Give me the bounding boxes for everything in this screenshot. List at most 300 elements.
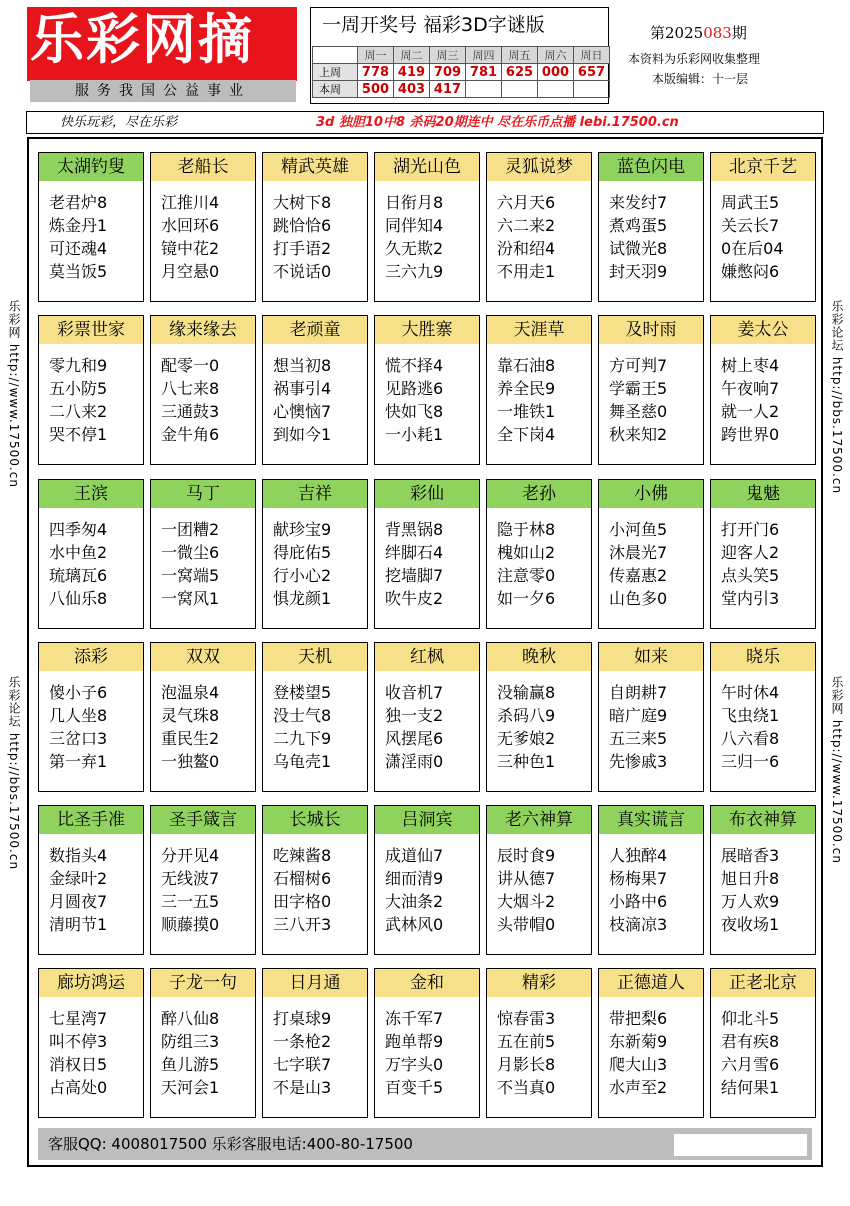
riddle-author: 老船长 <box>151 153 255 181</box>
riddle-card <box>374 642 480 792</box>
riddle-line: 哭不停1 <box>49 425 108 444</box>
riddle-author: 布衣神算 <box>711 806 815 834</box>
riddle-line: 乌龟壳1 <box>273 752 332 771</box>
riddle-line: 一堆铁1 <box>497 402 556 421</box>
riddle-line: 灵气珠8 <box>161 706 220 725</box>
footer-contact: 客服QQ: 4008017500 乐彩客服电话:400-80-17500 <box>38 1128 812 1160</box>
riddle-card <box>150 805 256 955</box>
riddle-lines <box>497 354 591 446</box>
riddle-lines <box>609 1007 703 1099</box>
riddle-line: 月空悬0 <box>161 262 220 281</box>
riddle-author: 北京千艺 <box>711 153 815 181</box>
weekday-cell: 周六 <box>538 47 574 64</box>
riddle-line: 月影长8 <box>497 1055 556 1074</box>
riddle-lines <box>609 354 703 446</box>
riddle-card <box>598 315 704 465</box>
riddle-card <box>38 479 144 629</box>
draw-number: 781 <box>466 64 502 81</box>
riddle-author: 真实谎言 <box>599 806 703 834</box>
riddle-line: 跳恰恰6 <box>273 216 332 235</box>
draw-number: 417 <box>430 81 466 98</box>
riddle-line: 打手语2 <box>273 239 332 258</box>
riddle-author: 晓乐 <box>711 643 815 671</box>
riddle-author: 双双 <box>151 643 255 671</box>
riddle-line: 四季匆4 <box>49 520 108 539</box>
riddle-line: 汾和绍4 <box>497 239 556 258</box>
riddle-line: 献珍宝9 <box>273 520 332 539</box>
draw-number: 778 <box>358 64 394 81</box>
riddle-lines <box>49 518 143 610</box>
riddle-line: 舞圣慈0 <box>609 402 668 421</box>
riddle-author: 大胜寨 <box>375 316 479 344</box>
draw-number: 709 <box>430 64 466 81</box>
riddle-line: 一微尘6 <box>161 543 220 562</box>
riddle-author: 如来 <box>599 643 703 671</box>
riddle-line: 一窝风1 <box>161 589 220 608</box>
riddle-line: 第一弃1 <box>49 752 108 771</box>
riddle-author: 蓝色闪电 <box>599 153 703 181</box>
riddle-line: 天河会1 <box>161 1078 220 1097</box>
riddle-line: 八六看8 <box>721 729 780 748</box>
riddle-card <box>598 479 704 629</box>
riddle-line: 顺藤摸0 <box>161 915 220 934</box>
riddle-author: 老顽童 <box>263 316 367 344</box>
riddle-line: 夜收场1 <box>721 915 780 934</box>
riddle-line: 想当初8 <box>273 356 332 375</box>
riddle-line: 配零一0 <box>161 356 220 375</box>
riddle-line: 见路逃6 <box>385 379 444 398</box>
riddle-line: 没士气8 <box>273 706 332 725</box>
riddle-lines <box>609 518 703 610</box>
riddle-line: 山色多0 <box>609 589 668 608</box>
riddle-line: 江推川4 <box>161 193 220 212</box>
riddle-lines <box>161 518 255 610</box>
riddle-lines <box>385 1007 479 1099</box>
riddle-author: 湖光山色 <box>375 153 479 181</box>
riddle-card <box>710 152 816 302</box>
riddle-card <box>262 152 368 302</box>
riddle-line: 百变千5 <box>385 1078 444 1097</box>
riddle-line: 泡温泉4 <box>161 683 220 702</box>
riddle-line: 老君炉8 <box>49 193 108 212</box>
riddle-lines <box>49 1007 143 1099</box>
draw-table <box>312 46 610 98</box>
riddle-author: 正德道人 <box>599 969 703 997</box>
riddle-line: 暗广庭9 <box>609 706 668 725</box>
riddle-card <box>38 642 144 792</box>
riddle-lines <box>497 191 591 283</box>
riddle-line: 养全民9 <box>497 379 556 398</box>
side-text-right-top: 乐彩论坛 http://bbs.17500.cn <box>830 300 844 495</box>
last-week-row <box>313 64 610 81</box>
riddle-lines <box>721 681 815 773</box>
riddle-author: 彩仙 <box>375 480 479 508</box>
riddle-card <box>710 479 816 629</box>
riddle-author: 天机 <box>263 643 367 671</box>
riddle-lines <box>49 844 143 936</box>
riddle-card <box>486 152 592 302</box>
riddle-line: 仰北斗5 <box>721 1009 780 1028</box>
riddle-card <box>262 805 368 955</box>
riddle-card <box>374 315 480 465</box>
last-week-label: 上周 <box>313 64 358 81</box>
riddle-author: 吉祥 <box>263 480 367 508</box>
riddle-author: 廊坊鸿运 <box>39 969 143 997</box>
riddle-line: 先惨戚3 <box>609 752 668 771</box>
riddle-line: 水声至2 <box>609 1078 668 1097</box>
riddle-card <box>710 642 816 792</box>
riddle-line: 日衔月8 <box>385 193 444 212</box>
riddle-line: 冻千军7 <box>385 1009 444 1028</box>
riddle-lines <box>721 1007 815 1099</box>
riddle-lines <box>721 518 815 610</box>
riddle-lines <box>273 354 367 446</box>
riddle-line: 二九下9 <box>273 729 332 748</box>
weekday-cell: 周五 <box>502 47 538 64</box>
riddle-line: 同伴知4 <box>385 216 444 235</box>
riddle-card <box>262 642 368 792</box>
riddle-line: 细而清9 <box>385 869 444 888</box>
riddle-line: 背黑锅8 <box>385 520 444 539</box>
riddle-author: 添彩 <box>39 643 143 671</box>
riddle-author: 老六神算 <box>487 806 591 834</box>
riddle-lines <box>273 681 367 773</box>
page-title: 一周开奖号 福彩3D字谜版 <box>322 14 545 36</box>
riddle-line: 三八开3 <box>273 915 332 934</box>
riddle-lines <box>721 844 815 936</box>
riddle-line: 秋来知2 <box>609 425 668 444</box>
riddle-line: 讲从德7 <box>497 869 556 888</box>
weekday-cell: 周一 <box>358 47 394 64</box>
ticker-promo-link[interactable]: 3d 独胆10中8 杀码20期连中 尽在乐币点播 lebi.17500.cn <box>316 115 679 130</box>
riddle-author: 老孙 <box>487 480 591 508</box>
issue-id: 083 <box>703 24 732 42</box>
riddle-line: 展暗香3 <box>721 846 780 865</box>
draw-number <box>502 81 538 98</box>
riddle-author: 吕洞宾 <box>375 806 479 834</box>
riddle-line: 旭日升8 <box>721 869 780 888</box>
riddle-card <box>598 968 704 1118</box>
riddle-line: 一独鳌0 <box>161 752 220 771</box>
riddle-line: 打开门6 <box>721 520 780 539</box>
draw-number: 419 <box>394 64 430 81</box>
riddle-line: 三归一6 <box>721 752 780 771</box>
riddle-line: 登楼望5 <box>273 683 332 702</box>
issue-prefix: 第2025 <box>650 24 704 42</box>
riddle-line: 三岔口3 <box>49 729 108 748</box>
riddle-card <box>486 805 592 955</box>
weekday-row <box>313 47 610 64</box>
riddle-card <box>38 805 144 955</box>
riddle-lines <box>161 844 255 936</box>
riddle-author: 太湖钓叟 <box>39 153 143 181</box>
riddle-line: 无爹娘2 <box>497 729 556 748</box>
riddle-line: 杨梅果7 <box>609 869 668 888</box>
riddle-line: 周武王5 <box>721 193 780 212</box>
riddle-lines <box>49 681 143 773</box>
riddle-line: 水回环6 <box>161 216 220 235</box>
riddle-line: 关云长7 <box>721 216 780 235</box>
riddle-line: 五小防5 <box>49 379 108 398</box>
riddle-line: 八七来8 <box>161 379 220 398</box>
riddle-line: 一小耗1 <box>385 425 444 444</box>
riddle-card <box>598 152 704 302</box>
riddle-lines <box>385 518 479 610</box>
weekday-cell: 周日 <box>574 47 610 64</box>
riddle-line: 八仙乐8 <box>49 589 108 608</box>
riddle-lines <box>161 191 255 283</box>
riddle-author: 日月通 <box>263 969 367 997</box>
riddle-line: 行小心2 <box>273 566 332 585</box>
riddle-card <box>710 315 816 465</box>
riddle-line: 防组三3 <box>161 1032 220 1051</box>
riddle-line: 方可判7 <box>609 356 668 375</box>
riddle-line: 来发纣7 <box>609 193 668 212</box>
riddle-lines <box>609 844 703 936</box>
riddle-line: 五在前5 <box>497 1032 556 1051</box>
riddle-line: 三一五5 <box>161 892 220 911</box>
draw-number: 403 <box>394 81 430 98</box>
riddle-line: 六月天6 <box>497 193 556 212</box>
riddle-author: 马丁 <box>151 480 255 508</box>
editor-note: 本版编辑：十一层 <box>652 72 749 86</box>
riddle-author: 精武英雄 <box>263 153 367 181</box>
riddle-line: 沐晨光7 <box>609 543 668 562</box>
riddle-card <box>710 805 816 955</box>
riddle-line: 惧龙颜1 <box>273 589 332 608</box>
riddle-line: 不说话0 <box>273 262 332 281</box>
riddle-author: 比圣手准 <box>39 806 143 834</box>
riddle-card <box>150 152 256 302</box>
riddle-line: 傻小子6 <box>49 683 108 702</box>
riddle-author: 精彩 <box>487 969 591 997</box>
weekday-cell: 周二 <box>394 47 430 64</box>
slogan: 服务我国公益事业 <box>30 80 296 102</box>
riddle-line: 水中鱼2 <box>49 543 108 562</box>
riddle-card <box>486 642 592 792</box>
riddle-line: 迎客人2 <box>721 543 780 562</box>
riddle-line: 镜中花2 <box>161 239 220 258</box>
riddle-card <box>150 968 256 1118</box>
riddle-card <box>598 642 704 792</box>
riddle-line: 嫌憋闷6 <box>721 262 780 281</box>
riddle-author: 姜太公 <box>711 316 815 344</box>
riddle-line: 到如今1 <box>273 425 332 444</box>
riddle-line: 吹牛皮2 <box>385 589 444 608</box>
riddle-line: 树上枣4 <box>721 356 780 375</box>
riddle-line: 飞虫绕1 <box>721 706 780 725</box>
riddle-line: 吃辣酱8 <box>273 846 332 865</box>
riddle-line: 三通鼓3 <box>161 402 220 421</box>
logo: 乐彩网摘 <box>30 8 254 71</box>
issue-suffix: 期 <box>731 24 747 42</box>
riddle-line: 七星湾7 <box>49 1009 108 1028</box>
draw-number: 625 <box>502 64 538 81</box>
riddle-line: 三六九9 <box>385 262 444 281</box>
riddle-line: 惊春雷3 <box>497 1009 556 1028</box>
riddle-line: 田字格0 <box>273 892 332 911</box>
draw-number: 000 <box>538 64 574 81</box>
riddle-line: 三种色1 <box>497 752 556 771</box>
riddle-lines <box>385 844 479 936</box>
riddle-line: 传嘉惠2 <box>609 566 668 585</box>
riddle-line: 大烟斗2 <box>497 892 556 911</box>
riddle-line: 久无欺2 <box>385 239 444 258</box>
riddle-line: 杀码八9 <box>497 706 556 725</box>
riddle-line: 心懊恼7 <box>273 402 332 421</box>
riddle-line: 月圆夜7 <box>49 892 108 911</box>
riddle-lines <box>609 191 703 283</box>
riddle-line: 试微光8 <box>609 239 668 258</box>
issue-number <box>650 22 747 44</box>
riddle-line: 武林风0 <box>385 915 444 934</box>
riddle-author: 红枫 <box>375 643 479 671</box>
riddle-line: 挖墙脚7 <box>385 566 444 585</box>
riddle-line: 辰时食9 <box>497 846 556 865</box>
riddle-author: 子龙一句 <box>151 969 255 997</box>
riddle-card <box>262 479 368 629</box>
riddle-lines <box>273 518 367 610</box>
riddle-author: 缘来缘去 <box>151 316 255 344</box>
riddle-line: 煮鸡蛋5 <box>609 216 668 235</box>
riddle-line: 醉八仙8 <box>161 1009 220 1028</box>
ticker-slogan: 快乐玩彩，尽在乐彩 <box>60 115 178 130</box>
riddle-line: 收音机7 <box>385 683 444 702</box>
riddle-line: 就一人2 <box>721 402 780 421</box>
riddle-line: 头带帽0 <box>497 915 556 934</box>
riddle-lines <box>497 844 591 936</box>
riddle-line: 点头笑5 <box>721 566 780 585</box>
riddle-lines <box>497 681 591 773</box>
side-text-left-bottom: 乐彩论坛 http://bbs.17500.cn <box>7 676 21 871</box>
riddle-line: 炼金丹1 <box>49 216 108 235</box>
draw-number: 500 <box>358 81 394 98</box>
draw-number: 657 <box>574 64 610 81</box>
riddle-card <box>710 968 816 1118</box>
draw-number <box>574 81 610 98</box>
riddle-line: 消权日5 <box>49 1055 108 1074</box>
riddle-author: 正老北京 <box>711 969 815 997</box>
riddle-line: 叫不停3 <box>49 1032 108 1051</box>
riddle-card <box>150 642 256 792</box>
riddle-line: 鱼儿游5 <box>161 1055 220 1074</box>
riddle-line: 琉璃瓦6 <box>49 566 108 585</box>
riddle-lines <box>273 1007 367 1099</box>
riddle-lines <box>721 191 815 283</box>
riddle-card <box>38 968 144 1118</box>
riddle-card <box>486 315 592 465</box>
riddle-lines <box>497 518 591 610</box>
riddle-line: 二八来2 <box>49 402 108 421</box>
riddle-line: 金牛角6 <box>161 425 220 444</box>
riddle-author: 彩票世家 <box>39 316 143 344</box>
riddle-line: 没输赢8 <box>497 683 556 702</box>
riddle-line: 零九和9 <box>49 356 108 375</box>
riddle-line: 结何果1 <box>721 1078 780 1097</box>
riddle-author: 金和 <box>375 969 479 997</box>
riddle-line: 小河鱼5 <box>609 520 668 539</box>
riddle-line: 风摆尾6 <box>385 729 444 748</box>
riddle-line: 一条枪2 <box>273 1032 332 1051</box>
riddle-card <box>38 152 144 302</box>
riddle-line: 注意零0 <box>497 566 556 585</box>
riddle-line: 如一夕6 <box>497 589 556 608</box>
riddle-author: 鬼魅 <box>711 480 815 508</box>
riddle-line: 跑单帮9 <box>385 1032 444 1051</box>
riddle-author: 晚秋 <box>487 643 591 671</box>
riddle-line: 打桌球9 <box>273 1009 332 1028</box>
riddle-line: 独一支2 <box>385 706 444 725</box>
riddle-line: 几人坐8 <box>49 706 108 725</box>
riddle-line: 跨世界0 <box>721 425 780 444</box>
riddle-author: 灵狐说梦 <box>487 153 591 181</box>
riddle-author: 小佛 <box>599 480 703 508</box>
riddle-line: 可还魂4 <box>49 239 108 258</box>
riddle-line: 爬大山3 <box>609 1055 668 1074</box>
draw-number <box>538 81 574 98</box>
riddle-line: 莫当饭5 <box>49 262 108 281</box>
riddle-line: 无线波7 <box>161 869 220 888</box>
riddle-lines <box>385 681 479 773</box>
riddle-lines <box>385 191 479 283</box>
riddle-line: 金绿叶2 <box>49 869 108 888</box>
riddle-lines <box>273 191 367 283</box>
riddle-card <box>262 968 368 1118</box>
riddle-line: 祸事引4 <box>273 379 332 398</box>
side-text-right-bottom: 乐彩网 http://www.17500.cn <box>830 676 844 864</box>
riddle-line: 大树下8 <box>273 193 332 212</box>
riddle-line: 不当真0 <box>497 1078 556 1097</box>
draw-number <box>466 81 502 98</box>
riddle-lines <box>273 844 367 936</box>
riddle-lines <box>161 681 255 773</box>
riddle-card <box>374 479 480 629</box>
riddle-card <box>38 315 144 465</box>
riddle-line: 午时休4 <box>721 683 780 702</box>
riddle-line: 东新菊9 <box>609 1032 668 1051</box>
riddle-line: 成道仙7 <box>385 846 444 865</box>
riddle-line: 堂内引3 <box>721 589 780 608</box>
riddle-lines <box>49 354 143 446</box>
riddle-line: 分开见4 <box>161 846 220 865</box>
riddle-card <box>486 479 592 629</box>
riddle-line: 绊脚石4 <box>385 543 444 562</box>
riddle-lines <box>497 1007 591 1099</box>
riddle-line: 大油条2 <box>385 892 444 911</box>
riddle-line: 带把梨6 <box>609 1009 668 1028</box>
this-week-label: 本周 <box>313 81 358 98</box>
riddle-lines <box>161 1007 255 1099</box>
riddle-lines <box>161 354 255 446</box>
riddle-line: 午夜响7 <box>721 379 780 398</box>
riddle-line: 石榴树6 <box>273 869 332 888</box>
source-note: 本资料为乐彩网收集整理 <box>628 52 761 66</box>
riddle-line: 不是山3 <box>273 1078 332 1097</box>
weekday-cell: 周三 <box>430 47 466 64</box>
riddle-line: 潇淫雨0 <box>385 752 444 771</box>
riddle-card <box>262 315 368 465</box>
riddle-card <box>150 479 256 629</box>
riddle-line: 0在后04 <box>721 239 784 258</box>
weekday-cell: 周四 <box>466 47 502 64</box>
riddle-line: 数指头4 <box>49 846 108 865</box>
riddle-line: 一团糟2 <box>161 520 220 539</box>
riddle-line: 得庇佑5 <box>273 543 332 562</box>
riddle-line: 人独醉4 <box>609 846 668 865</box>
riddle-line: 七字联7 <box>273 1055 332 1074</box>
riddle-card <box>374 152 480 302</box>
riddle-line: 万字头0 <box>385 1055 444 1074</box>
